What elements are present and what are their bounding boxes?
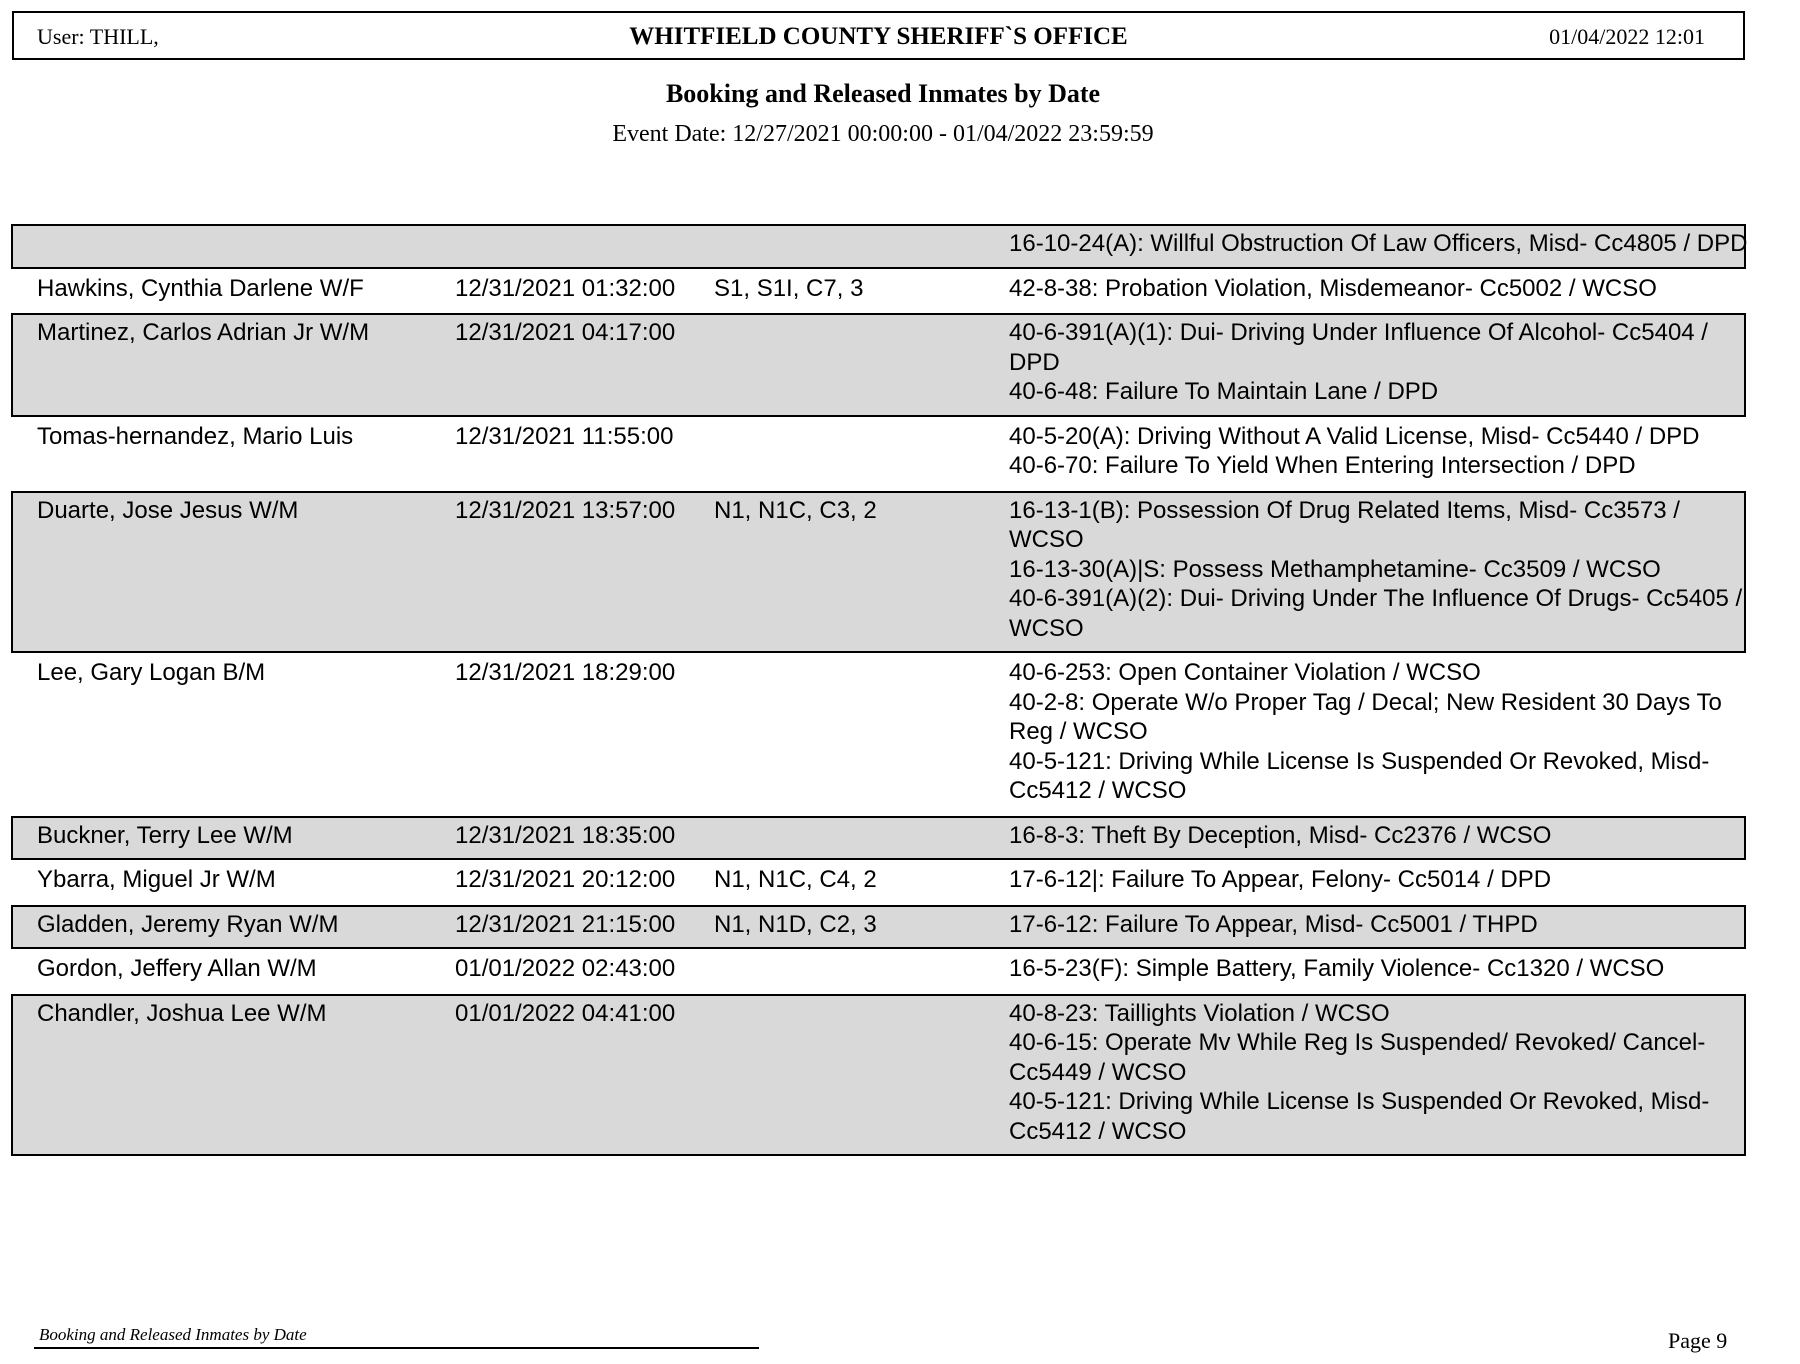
booking-datetime: 12/31/2021 01:32:00 [455,274,676,302]
charge-item: 40-6-70: Failure To Yield When Entering Intersection / DPD [1009,452,1636,479]
classification: N1, N1C, C4, 2 [714,866,877,893]
footer-report-name: Booking and Released Inmates by Date [39,1325,307,1344]
report-header [12,11,1745,60]
charge-item: 16-8-3: Theft By Deception, Misd- Cc2376 / WCSO [1009,821,1552,849]
inmate-name: Lee, Gary Logan B/M [37,659,266,686]
charges-list [1009,818,1754,859]
user-label: User: THILL, [37,24,159,49]
table-row [11,994,1746,1157]
charges-list [1009,493,1754,652]
table-row [11,269,1746,314]
classification: N1, N1C, C3, 2 [714,496,877,524]
charges-list [1009,315,1754,415]
charges-list [1009,951,1754,992]
inmate-name: Duarte, Jose Jesus W/M [37,496,299,524]
inmate-name: Gordon, Jeffery Allan W/M [37,955,317,982]
charge-item: 16-13-30(A)|S: Possess Methamphetamine- Cc3509 / WCSO [1009,555,1661,583]
charge-item: 40-8-23: Taillights Violation / WCSO [1009,999,1390,1027]
booking-datetime: 12/31/2021 04:17:00 [455,319,676,346]
charge-item: 40-2-8: Operate W/o Proper Tag / Decal; New Resident 30 Days To Reg / WCSO [1009,688,1722,745]
charge-item: 16-10-24(A): Willful Obstruction Of Law Officers, Misd- Cc4805 / DPD [1009,230,1748,257]
inmate-name: Martinez, Carlos Adrian Jr W/M [37,319,370,346]
inmate-name: Chandler, Joshua Lee W/M [37,999,327,1027]
charge-item: 42-8-38: Probation Violation, Misdemeanor- Cc5002 / WCSO [1009,274,1657,302]
footer-divider [34,1347,759,1349]
booking-datetime: 12/31/2021 18:29:00 [455,659,676,686]
charges-list [1009,996,1754,1155]
classification: N1, N1D, C2, 3 [714,910,877,938]
charges-list [1009,907,1754,948]
charge-item: 40-5-121: Driving While License Is Suspended Or Revoked, Misd- Cc5412 / WCSO [1009,747,1710,804]
charges-list [1009,226,1754,267]
table-row [11,860,1746,905]
booking-datetime: 12/31/2021 18:35:00 [455,821,676,849]
inmate-name: Tomas-hernandez, Mario Luis [37,422,354,450]
charges-list [1009,419,1754,489]
table-row [11,224,1746,269]
charge-item: 16-13-1(B): Possession Of Drug Related Items, Misd- Cc3573 / WCSO [1009,496,1680,553]
charge-item: 40-6-391(A)(1): Dui- Driving Under Influence Of Alcohol- Cc5404 / DPD [1009,319,1708,376]
booking-datetime: 12/31/2021 20:12:00 [455,866,676,893]
table-row [11,313,1746,417]
page-number: Page 9 [1668,1328,1728,1353]
charge-item: 40-5-121: Driving While License Is Suspended Or Revoked, Misd- Cc5412 / WCSO [1009,1088,1710,1145]
print-datetime: 01/04/2022 12:01 [1549,24,1705,49]
inmate-name: Ybarra, Miguel Jr W/M [37,866,276,893]
charges-list [1009,655,1754,814]
charge-item: 40-5-20(A): Driving Without A Valid License, Misd- Cc5440 / DPD [1009,422,1700,450]
charge-item: 17-6-12: Failure To Appear, Misd- Cc5001 / THPD [1009,910,1538,938]
table-row [11,417,1746,491]
booking-datetime: 01/01/2022 04:41:00 [455,999,676,1027]
charge-item: 40-6-253: Open Container Violation / WCSO [1009,659,1481,686]
booking-datetime: 12/31/2021 11:55:00 [455,422,674,450]
classification: S1, S1I, C7, 3 [714,274,864,302]
table-row [11,905,1746,950]
report-title: Booking and Released Inmates by Date [665,79,1101,108]
charges-list [1009,271,1754,312]
inmate-name: Buckner, Terry Lee W/M [37,821,293,849]
table-row [11,653,1746,816]
inmate-name: Hawkins, Cynthia Darlene W/F [37,274,364,302]
charge-item: 16-5-23(F): Simple Battery, Family Violence- Cc1320 / WCSO [1009,955,1665,982]
charges-list [1009,862,1754,903]
table-row [11,949,1746,994]
table-row [11,491,1746,654]
charge-item: 40-6-48: Failure To Maintain Lane / DPD [1009,378,1439,405]
booking-datetime: 12/31/2021 13:57:00 [455,496,676,524]
inmate-name: Gladden, Jeremy Ryan W/M [37,910,339,938]
office-name: WHITFIELD COUNTY SHERIFF`S OFFICE [629,23,1128,50]
charge-item: 17-6-12|: Failure To Appear, Felony- Cc5014 / DPD [1009,866,1552,893]
event-date-range: Event Date: 12/27/2021 00:00:00 - 01/04/2022 23:59:59 [612,121,1154,147]
inmate-table [11,224,1746,1156]
charge-item: 40-6-15: Operate Mv While Reg Is Suspended/ Revoked/ Cancel- Cc5449 / WCSO [1009,1029,1706,1086]
booking-datetime: 01/01/2022 02:43:00 [455,955,676,982]
booking-datetime: 12/31/2021 21:15:00 [455,910,676,938]
table-row [11,816,1746,861]
charge-item: 40-6-391(A)(2): Dui- Driving Under The Influence Of Drugs- Cc5405 / WCSO [1009,585,1743,642]
